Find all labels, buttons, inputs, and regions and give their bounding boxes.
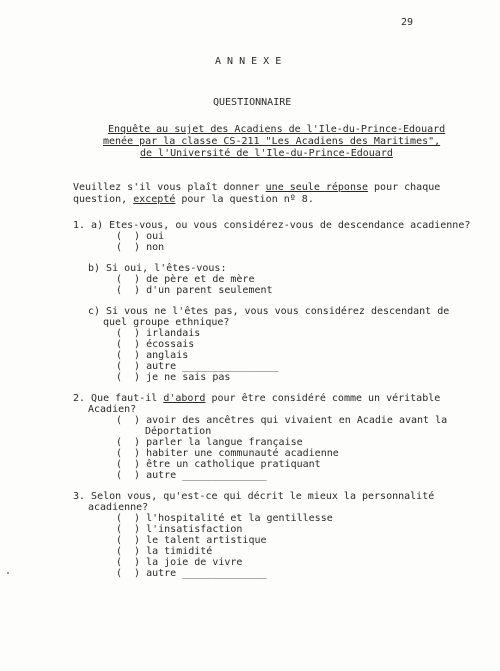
q1c-option: ( ) autre ________________ bbox=[116, 361, 279, 372]
q3-option: ( ) la joie de vivre bbox=[116, 557, 243, 568]
intro-line-1 bbox=[73, 182, 440, 193]
q1c-question-line-1: c) Si vous ne l'êtes pas, vous vous considérez descendant de bbox=[88, 306, 450, 317]
intro-text-a: Veuillez s'il vous plaît donner bbox=[73, 182, 266, 193]
q1a-question: 1. a) Etes-vous, ou vous considérez-vous de descendance acadienne? bbox=[73, 220, 471, 231]
q3-option: ( ) autre ______________ bbox=[116, 568, 267, 579]
annexe-heading: A N N E X E bbox=[215, 56, 282, 67]
page-number: 29 bbox=[401, 17, 414, 28]
q2-option: ( ) autre ______________ bbox=[116, 470, 267, 481]
questionnaire-heading: QUESTIONNAIRE bbox=[213, 97, 292, 108]
intro-underlined-a: une seule réponse bbox=[265, 182, 369, 193]
q2-text-b: pour être considéré comme un véritable bbox=[205, 393, 441, 404]
q2-option: ( ) être un catholique pratiquant bbox=[116, 459, 321, 470]
intro-text-c: question, bbox=[73, 194, 134, 205]
q1a-option: ( ) non bbox=[116, 242, 165, 253]
q2-option: ( ) parler la langue française bbox=[116, 437, 303, 448]
q2-question-line-1 bbox=[73, 393, 440, 404]
q3-option: ( ) l'hospitalité et la gentillesse bbox=[116, 513, 333, 524]
q2-option: ( ) habiter une communauté acadienne bbox=[116, 448, 339, 459]
intro-line-2 bbox=[73, 194, 314, 205]
q1b-question: b) Si oui, l'êtes-vous: bbox=[88, 263, 227, 274]
subtitle-line-3: de l'Université de l'Ile-du-Prince-Edouard bbox=[140, 148, 393, 159]
q2-question-line-2: Acadien? bbox=[88, 404, 137, 415]
intro-text-d: pour la question nº 8. bbox=[175, 194, 314, 205]
scan-speck bbox=[7, 572, 9, 574]
q3-option: ( ) le talent artistique bbox=[116, 535, 267, 546]
q1b-option: ( ) de père et de mère bbox=[116, 274, 255, 285]
intro-underlined-b: excepté bbox=[133, 194, 176, 205]
q1c-option: ( ) irlandais bbox=[116, 328, 201, 339]
q3-option: ( ) la timidité bbox=[116, 546, 213, 557]
subtitle-line-1: Enquête au sujet des Acadiens de l'Ile-du-Prince-Edouard bbox=[108, 124, 446, 135]
q1b-option: ( ) d'un parent seulement bbox=[116, 285, 273, 296]
q3-question-line-2: acadienne? bbox=[88, 502, 149, 513]
q1c-question-line-2: quel groupe ethnique? bbox=[103, 317, 230, 328]
q2-text-a: 2. Que faut-il bbox=[73, 393, 164, 404]
q3-question-line-1: 3. Selon vous, qu'est-ce qui décrit le mieux la personnalité bbox=[73, 491, 435, 502]
q1c-option: ( ) je ne sais pas bbox=[116, 372, 231, 383]
subtitle-line-2: menée par la classe CS-211 "Les Acadiens des Maritimes", bbox=[103, 136, 441, 147]
intro-text-b: pour chaque bbox=[368, 182, 441, 193]
q1c-option: ( ) écossais bbox=[116, 339, 195, 350]
q2-option-continued: Déportation bbox=[145, 426, 212, 437]
q1a-option: ( ) oui bbox=[116, 231, 165, 242]
q3-option: ( ) l'insatisfaction bbox=[116, 524, 243, 535]
q2-option: ( ) avoir des ancêtres qui vivaient en Acadie avant la bbox=[116, 415, 448, 426]
q1c-option: ( ) anglais bbox=[116, 350, 189, 361]
q2-underlined: d'abord bbox=[163, 393, 206, 404]
